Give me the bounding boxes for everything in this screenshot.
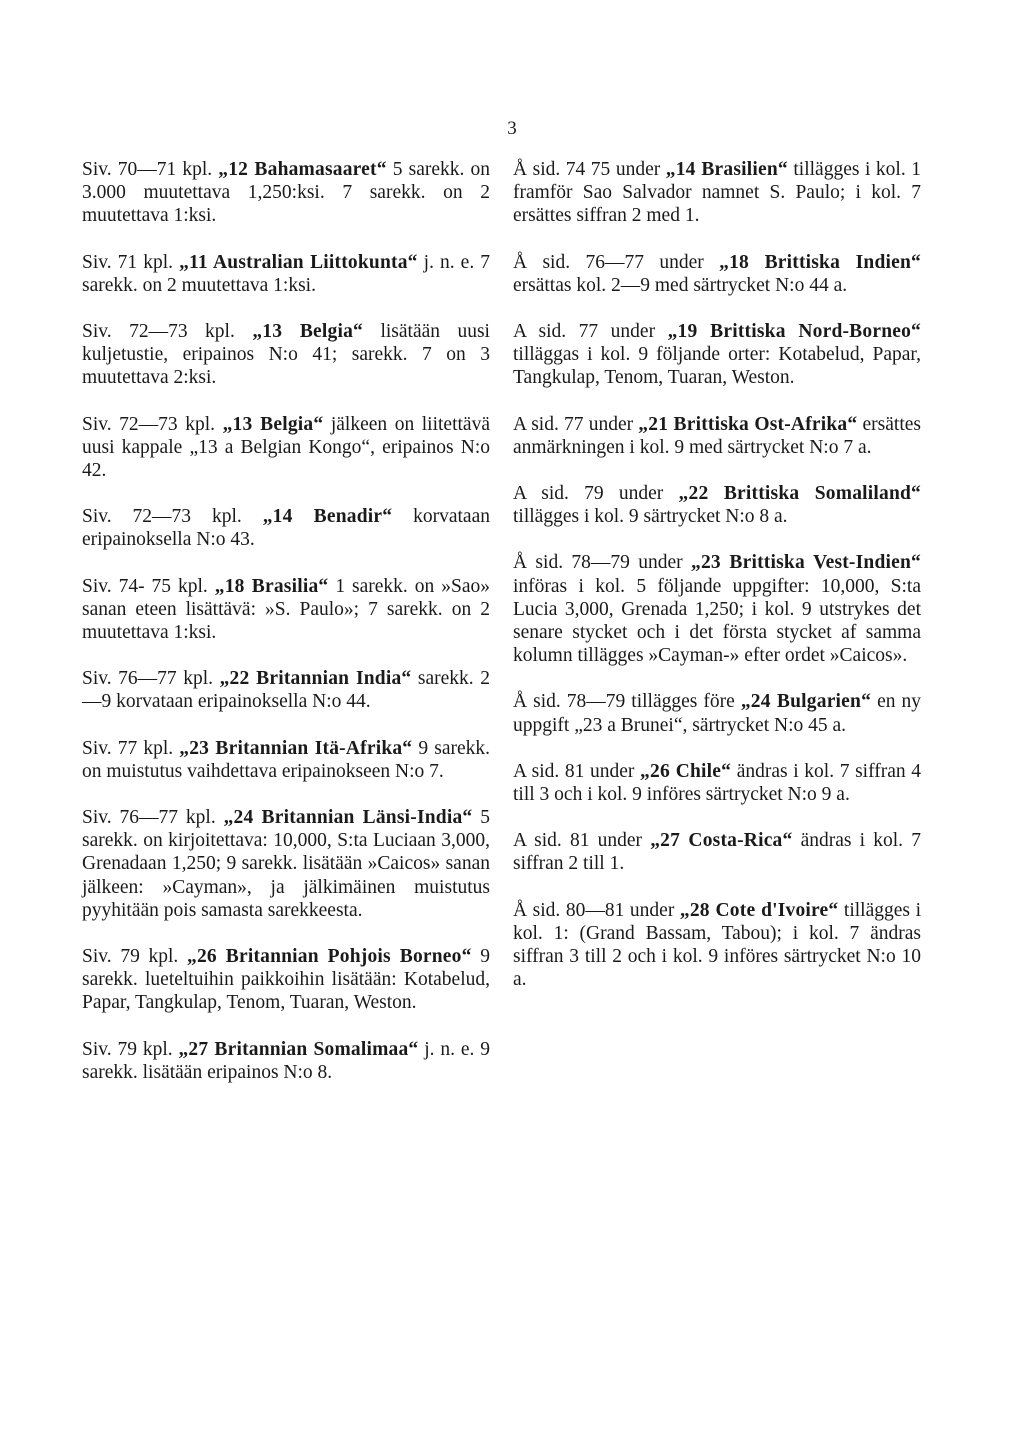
entry-right-1: Å sid. 76—77 under „18 Brittiska Indien“ ersättas kol. 2—9 med särtrycket N:o 44 a. xyxy=(513,251,921,296)
entry-title: „26 Britannian Pohjois Borneo“ xyxy=(187,946,472,968)
entry-right-4: A sid. 79 under „22 Brittiska Somaliland“ tillägges i kol. 9 särtrycket N:o 8 a. xyxy=(513,483,921,528)
page-number: 3 xyxy=(507,118,517,139)
entry-left-3: Siv. 72—73 kpl. „13 Belgia“ jälkeen on liitettävä uusi kappale „13 a Belgian Kongo“, eripainos N:o 42. xyxy=(82,413,490,482)
entry-title: „27 Costa-Rica“ xyxy=(650,830,793,852)
entry-right-6: Å sid. 78—79 tillägges före „24 Bulgarien“ en ny uppgift „23 a Brunei“, särtrycket N:o 45 a. xyxy=(513,691,921,736)
entry-title: „24 Britannian Länsi-India“ xyxy=(223,807,473,829)
entry-title: „22 Brittiska Somaliland“ xyxy=(678,483,921,505)
entry-title: „24 Bulgarien“ xyxy=(740,691,872,713)
entry-title: „19 Brittiska Nord-Borneo“ xyxy=(667,321,921,343)
entry-left-7: Siv. 77 kpl. „23 Britannian Itä-Afrika“ 9 sarekk. on muistutus vaihdettava eripainokseen N:o 7. xyxy=(82,737,490,782)
entry-left-10: Siv. 79 kpl. „27 Britannian Somalimaa“ j. n. e. 9 sarekk. lisätään eripainos N:o 8. xyxy=(82,1038,490,1083)
entry-left-1: Siv. 71 kpl. „11 Australian Liittokunta“ j. n. e. 7 sarekk. on 2 muutettava 1:ksi. xyxy=(82,251,490,296)
entry-left-0: Siv. 70—71 kpl. „12 Bahamasaaret“ 5 sarekk. on 3.000 muutettava 1,250:ksi. 7 sarekk. on 2 muutettava 1:ksi. xyxy=(82,159,490,227)
entry-title: „13 Belgia“ xyxy=(252,321,363,343)
entry-left-8: Siv. 76—77 kpl. „24 Britannian Länsi-India“ 5 sarekk. on kirjoitettava: 10,000, S:ta Luciaan 3,000, Grenadaan 1,250; 9 sarekk. lisätään »Caicos» sanan jälkeen: »Cayman», ja jälkimäinen muistutus pyyhitään pois samasta sarekkeesta. xyxy=(82,807,490,921)
entry-title: „21 Brittiska Ost-Afrika“ xyxy=(638,413,858,435)
entry-left-4: Siv. 72—73 kpl. „14 Benadir“ korvataan eripainoksella N:o 43. xyxy=(82,506,490,551)
entry-title: „26 Chile“ xyxy=(640,760,732,782)
entry-title: „28 Cote d'Ivoire“ xyxy=(679,899,839,921)
entry-title: „18 Brittiska Indien“ xyxy=(719,251,921,273)
entry-left-6: Siv. 76—77 kpl. „22 Britannian India“ sarekk. 2—9 korvataan eripainoksella N:o 44. xyxy=(82,668,490,713)
right-column-swedish xyxy=(513,158,921,1014)
entry-title: „27 Britannian Somalimaa“ xyxy=(178,1038,419,1060)
left-column-finnish xyxy=(82,158,490,1107)
entry-title: „23 Brittiska Vest-Indien“ xyxy=(691,552,921,574)
entry-right-7: A sid. 81 under „26 Chile“ ändras i kol. 7 siffran 4 till 3 och i kol. 9 införes särtrycket N:o 9 a. xyxy=(513,760,921,806)
entry-title: „11 Australian Liittokunta“ xyxy=(179,251,418,273)
entry-title: „23 Britannian Itä-Afrika“ xyxy=(179,737,413,759)
entry-left-2: Siv. 72—73 kpl. „13 Belgia“ lisätään uusi kuljetustie, eripainos N:o 41; sarekk. 7 on 3 muutettava 2:ksi. xyxy=(82,321,490,389)
entry-title: „14 Benadir“ xyxy=(262,506,393,528)
entry-title: „14 Brasilien“ xyxy=(665,159,788,180)
entry-right-8: A sid. 81 under „27 Costa-Rica“ ändras i kol. 7 siffran 2 till 1. xyxy=(513,830,921,875)
entry-title: „18 Brasilia“ xyxy=(214,575,329,597)
entry-right-0: Å sid. 74 75 under „14 Brasilien“ tillägges i kol. 1 framför Sao Salvador namnet S. Paulo; i kol. 7 ersättes siffran 2 med 1. xyxy=(513,159,922,227)
entry-right-2: A sid. 77 under „19 Brittiska Nord-Borneo“ tilläggas i kol. 9 följande orter: Kotabelud, Papar, Tangkulap, Tenom, Tuaran, Weston. xyxy=(513,321,921,389)
entry-right-9: Å sid. 80—81 under „28 Cote d'Ivoire“ tillägges i kol. 1: (Grand Bassam, Tabou); i kol. 7 ändras siffran 3 till 2 och i kol. 9 införes särtrycket N:o 10 a. xyxy=(513,899,921,991)
entry-right-3: A sid. 77 under „21 Brittiska Ost-Afrika“ ersättes anmärkningen i kol. 9 med särtrycket N:o 7 a. xyxy=(513,413,921,458)
entry-left-5: Siv. 74- 75 kpl. „18 Brasilia“ 1 sarekk. on »Sao» sanan eteen lisättävä: »S. Paulo»; 7 sarekk. on 2 muutettava 1:ksi. xyxy=(82,575,490,644)
entry-right-5: Å sid. 78—79 under „23 Brittiska Vest-Indien“ införas i kol. 5 följande uppgifter: 10,000, S:ta Lucia 3,000, Grenada 1,250; i kol. 9 utstrykes det senare stycket och i det första stycket af samma kolumn tillägges »Cayman-» efter ordet »Caicos». xyxy=(513,552,921,667)
entry-title: „13 Belgia“ xyxy=(222,413,324,435)
entry-title: „22 Britannian India“ xyxy=(219,668,412,690)
entry-left-9: Siv. 79 kpl. „26 Britannian Pohjois Borneo“ 9 sarekk. lueteltuihin paikkoihin lisätään: Kotabelud, Papar, Tangkulap, Tenom, Tuaran, Weston. xyxy=(82,946,491,1014)
entry-title: „12 Bahamasaaret“ xyxy=(218,159,387,180)
